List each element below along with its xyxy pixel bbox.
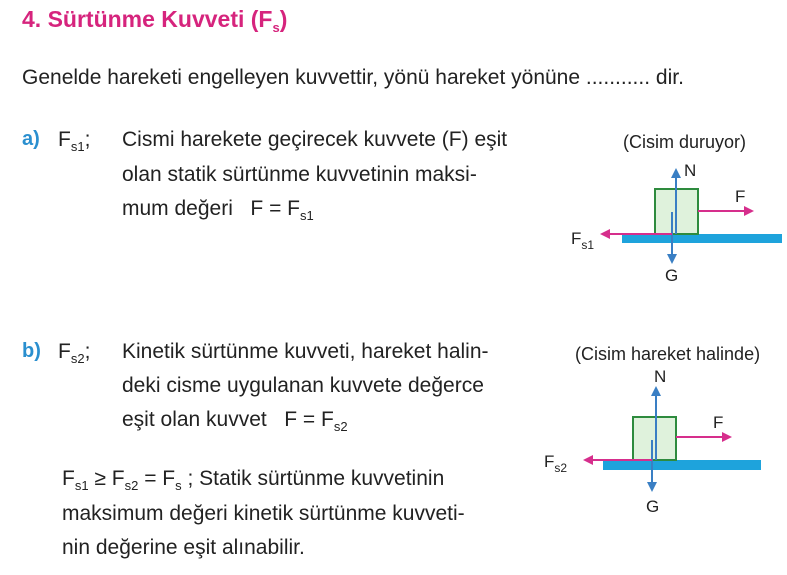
normal-label-b: N [654, 367, 667, 386]
part-b-line-3: eşit olan kuvvet $F = F_{s2}$ [122, 408, 348, 434]
force-label-b: F [713, 413, 724, 432]
weight-label-b: G [646, 497, 660, 516]
part-a-formula: $F = F_{s1}$ [250, 197, 314, 223]
part-a-line-1: Cismi harekete geçirecek kuvvete (F) eşit [122, 128, 508, 151]
part-b-line-2: deki cisme uygulanan kuvvete değerce [122, 374, 484, 397]
surface-a [622, 234, 782, 243]
block-b [633, 417, 676, 460]
diagram-a-caption: (Cisim duruyor) [623, 132, 747, 152]
part-a-label: a) [22, 128, 40, 150]
diagram-a [571, 161, 782, 285]
part-b-line-1: Kinetik sürtünme kuvveti, hareket halin- [122, 340, 489, 363]
part-a-line-3: mum değeri $F = F_{s1}$ [122, 197, 314, 223]
diagram-b [544, 367, 761, 516]
part-a-line-2: olan statik sürtünme kuvvetinin maksi- [122, 163, 477, 186]
weight-label-a: G [665, 266, 679, 285]
normal-label-a: N [684, 161, 697, 180]
intro-sentence: Genelde hareketi engelleyen kuvvettir, yönü hareket yönüne ........... dir. [22, 66, 684, 89]
part-a-symbol: $F_{s1}$; [58, 128, 91, 154]
section-heading: 4. Sürtünme Kuvveti $(F_s)$ [22, 6, 288, 35]
force-label-a: F [735, 187, 746, 206]
part-b-label: b) [22, 340, 41, 362]
friction-label-a: $F_{s1}$ [571, 229, 595, 252]
part-b-symbol: $F_{s2}$; [58, 340, 91, 366]
relation-line-1: $F_{s1} \ge F_{s2} = F_s$ ; Statik sürtünme kuvvetinin [62, 467, 445, 493]
surface-b [603, 460, 761, 470]
part-b-formula: $F = F_{s2}$ [284, 408, 348, 434]
diagram-b-caption: (Cisim hareket halinde) [575, 344, 761, 364]
relation-line-2: maksimum değeri kinetik sürtünme kuvveti- [62, 502, 465, 525]
relation-line-3: nin değerine eşit alınabilir. [62, 536, 305, 559]
friction-label-b: $F_{s2}$ [544, 452, 568, 475]
